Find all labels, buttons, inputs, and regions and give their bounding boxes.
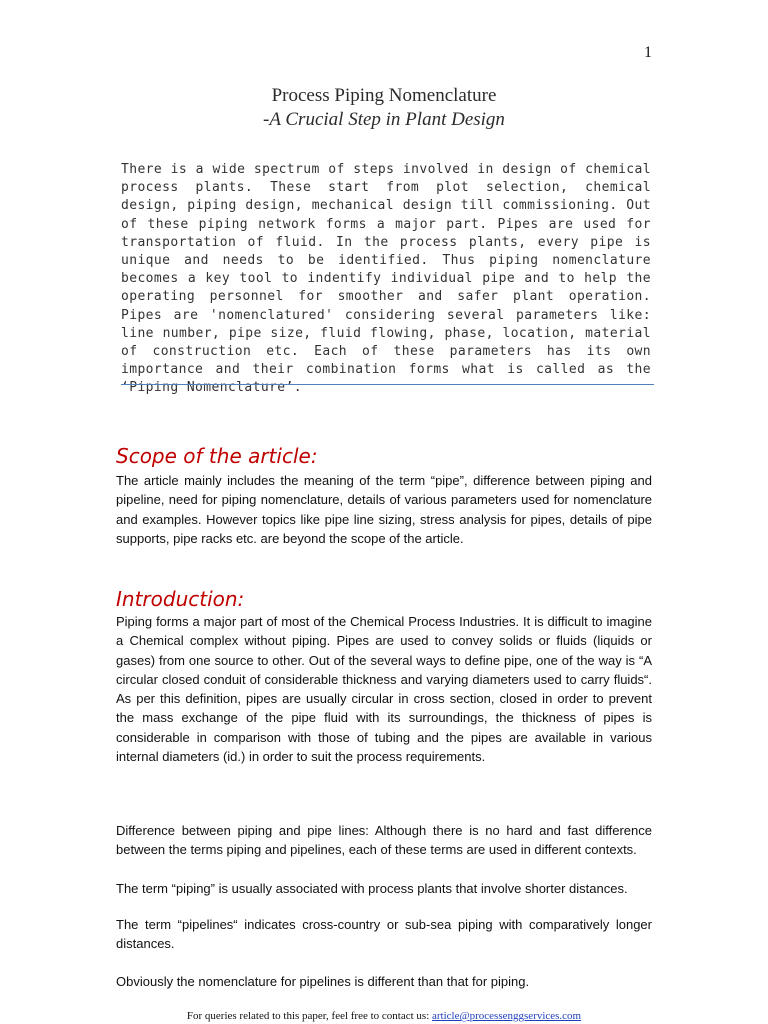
- document-subtitle: -A Crucial Step in Plant Design: [263, 109, 505, 130]
- introduction-heading: Introduction:: [116, 587, 245, 611]
- scope-heading: Scope of the article:: [116, 444, 318, 468]
- scope-paragraph: The article mainly includes the meaning of the term “pipe”, difference between piping and pipeline, need for piping nomenclature, details of various parameters used for nomenclature and examples. However topics like pipe line sizing, stress analysis for pipes, details of pipe supports, pipe racks etc. are beyond the scope of the article.: [116, 473, 652, 546]
- contact-email-link[interactable]: article@processenggservices.com: [432, 1010, 582, 1022]
- introduction-paragraph: Piping forms a major part of most of the Chemical Process Industries. It is difficult to imagine a Chemical complex without piping. Pipes are used to convey solids or fluids (liquids or gases) from one source to other. Out of the several ways to define pipe, one of the way is “A circular closed conduit of considerable thickness and varying diameters used to carry fluids“. As per this definition, pipes are usually circular in cross section, closed in order to prevent the mass exchange of the pipe fluid with its surroundings, the thickness of pipes is considerable in comparison with those of tubing and the pipes are available in various internal diameters (id.) in order to suit the process requirements.: [116, 614, 652, 765]
- piping-term-paragraph: The term “piping” is usually associated with process plants that involve shorter distances.: [116, 881, 628, 896]
- difference-paragraph: Difference between piping and pipe lines: Although there is no hard and fast difference between the terms piping and pipelines, each of these terms are used in different contexts.: [116, 823, 652, 858]
- footer: [0, 1010, 768, 1022]
- footer-text: For queries related to this paper, feel free to contact us:: [186, 1010, 433, 1022]
- abstract-paragraph: There is a wide spectrum of steps involved in design of chemical process plants. These start from plot selection, chemical design, piping design, mechanical design till commissioning. Out of these piping network forms a major part. Pipes are used for transportation of fluid. In the process plants, every pipe is unique and needs to be identified. Thus piping nomenclature becomes a key tool to indentify individual pipe and to help the operating personnel for smoother and safer plant operation. Pipes are 'nomenclatured' considering several parameters like: line number, pipe size, fluid flowing, phase, location, material of construction etc. Each of these parameters has its own importance and their combination forms what is called as the ‘Piping Nomenclature’.: [121, 162, 651, 396]
- page-number: 1: [644, 44, 652, 61]
- conclusion-paragraph: Obviously the nomenclature for pipelines is different than that for piping.: [116, 974, 530, 989]
- abstract-divider: [121, 384, 654, 385]
- pipelines-term-paragraph: The term “pipelines“ indicates cross-country or sub-sea piping with comparatively longer distances.: [116, 917, 652, 952]
- document-title: Process Piping Nomenclature: [271, 85, 497, 106]
